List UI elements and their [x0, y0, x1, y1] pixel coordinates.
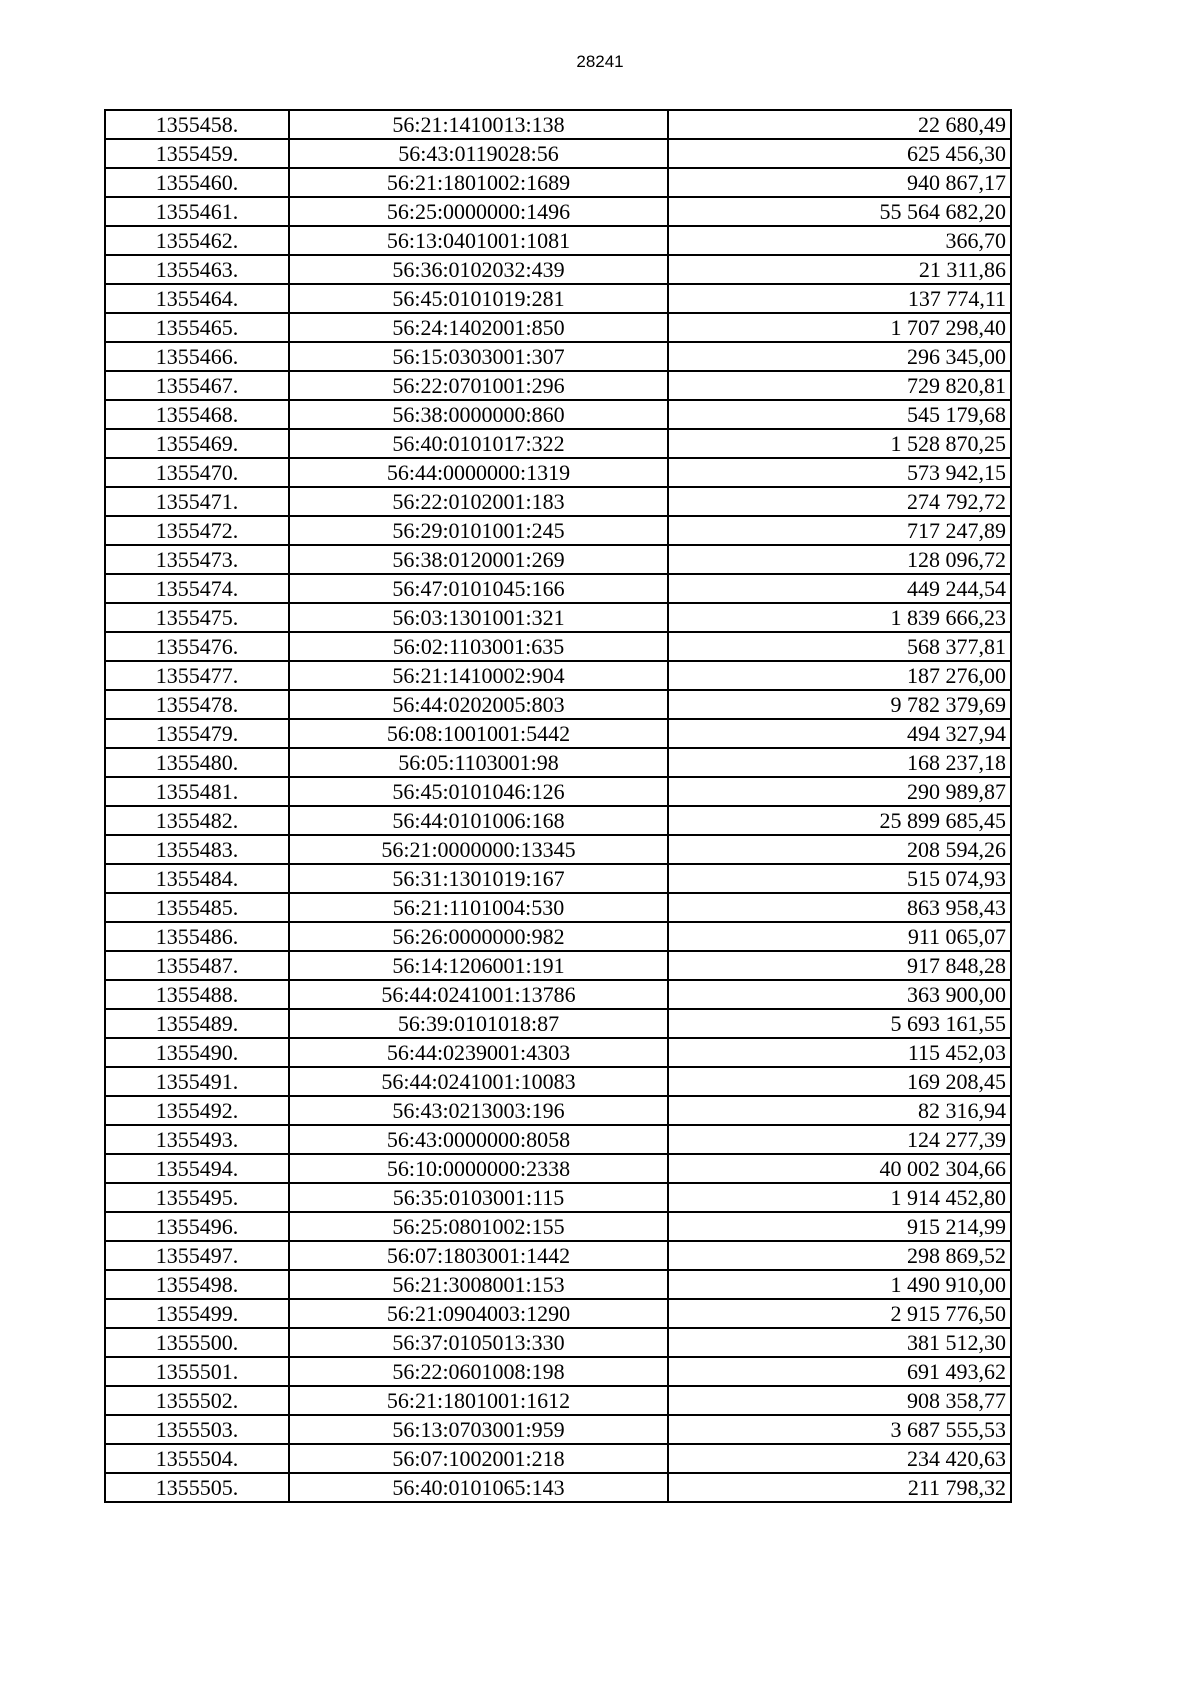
page-number: 28241 [576, 52, 624, 71]
cadastral-value-cell: 915 214,99 [668, 1212, 1011, 1241]
cadastral-number-cell: 56:43:0000000:8058 [289, 1125, 668, 1154]
row-number-cell: 1355461. [105, 197, 289, 226]
row-number-cell: 1355498. [105, 1270, 289, 1299]
cadastral-number-cell: 56:21:1410013:138 [289, 110, 668, 139]
cadastral-number-cell: 56:37:0105013:330 [289, 1328, 668, 1357]
cadastral-number-cell: 56:40:0101065:143 [289, 1473, 668, 1502]
cadastral-number-cell: 56:45:0101019:281 [289, 284, 668, 313]
cadastral-value-cell: 449 244,54 [668, 574, 1011, 603]
cadastral-number-cell: 56:21:1101004:530 [289, 893, 668, 922]
cadastral-number-cell: 56:44:0000000:1319 [289, 458, 668, 487]
table-row [105, 777, 1011, 806]
cadastral-value-cell: 5 693 161,55 [668, 1009, 1011, 1038]
cadastral-value-cell: 128 096,72 [668, 545, 1011, 574]
table-row [105, 1357, 1011, 1386]
cadastral-number-cell: 56:21:0000000:13345 [289, 835, 668, 864]
cadastral-number-cell: 56:21:1410002:904 [289, 661, 668, 690]
table-row [105, 1241, 1011, 1270]
table-row [105, 806, 1011, 835]
table-row [105, 1009, 1011, 1038]
table-row [105, 661, 1011, 690]
cadastral-number-cell: 56:38:0120001:269 [289, 545, 668, 574]
table-row [105, 1038, 1011, 1067]
table-row [105, 1067, 1011, 1096]
cadastral-value-cell: 917 848,28 [668, 951, 1011, 980]
cadastral-number-cell: 56:21:1801001:1612 [289, 1386, 668, 1415]
table-row [105, 893, 1011, 922]
table-row [105, 487, 1011, 516]
row-number-cell: 1355462. [105, 226, 289, 255]
cadastral-value-cell: 168 237,18 [668, 748, 1011, 777]
row-number-cell: 1355489. [105, 1009, 289, 1038]
row-number-cell: 1355505. [105, 1473, 289, 1502]
row-number-cell: 1355479. [105, 719, 289, 748]
cadastral-number-cell: 56:14:1206001:191 [289, 951, 668, 980]
table-row [105, 1386, 1011, 1415]
row-number-cell: 1355488. [105, 980, 289, 1009]
registry-table [104, 109, 1012, 1503]
table-row [105, 1473, 1011, 1502]
cadastral-value-cell: 290 989,87 [668, 777, 1011, 806]
cadastral-value-cell: 863 958,43 [668, 893, 1011, 922]
cadastral-value-cell: 573 942,15 [668, 458, 1011, 487]
table-row [105, 1415, 1011, 1444]
row-number-cell: 1355496. [105, 1212, 289, 1241]
cadastral-number-cell: 56:43:0119028:56 [289, 139, 668, 168]
row-number-cell: 1355499. [105, 1299, 289, 1328]
row-number-cell: 1355480. [105, 748, 289, 777]
cadastral-value-cell: 691 493,62 [668, 1357, 1011, 1386]
cadastral-value-cell: 55 564 682,20 [668, 197, 1011, 226]
cadastral-value-cell: 1 914 452,80 [668, 1183, 1011, 1212]
row-number-cell: 1355477. [105, 661, 289, 690]
cadastral-value-cell: 2 915 776,50 [668, 1299, 1011, 1328]
cadastral-value-cell: 25 899 685,45 [668, 806, 1011, 835]
table-row [105, 603, 1011, 632]
cadastral-value-cell: 1 707 298,40 [668, 313, 1011, 342]
table-row [105, 545, 1011, 574]
cadastral-value-cell: 9 782 379,69 [668, 690, 1011, 719]
table-row [105, 1328, 1011, 1357]
cadastral-number-cell: 56:10:0000000:2338 [289, 1154, 668, 1183]
cadastral-number-cell: 56:44:0101006:168 [289, 806, 668, 835]
row-number-cell: 1355494. [105, 1154, 289, 1183]
table-row [105, 574, 1011, 603]
row-number-cell: 1355474. [105, 574, 289, 603]
cadastral-number-cell: 56:44:0239001:4303 [289, 1038, 668, 1067]
row-number-cell: 1355471. [105, 487, 289, 516]
cadastral-number-cell: 56:45:0101046:126 [289, 777, 668, 806]
cadastral-number-cell: 56:40:0101017:322 [289, 429, 668, 458]
cadastral-value-cell: 366,70 [668, 226, 1011, 255]
table-row [105, 1183, 1011, 1212]
row-number-cell: 1355469. [105, 429, 289, 458]
cadastral-number-cell: 56:03:1301001:321 [289, 603, 668, 632]
cadastral-number-cell: 56:21:1801002:1689 [289, 168, 668, 197]
cadastral-number-cell: 56:38:0000000:860 [289, 400, 668, 429]
cadastral-value-cell: 40 002 304,66 [668, 1154, 1011, 1183]
row-number-cell: 1355467. [105, 371, 289, 400]
cadastral-number-cell: 56:26:0000000:982 [289, 922, 668, 951]
table-row [105, 226, 1011, 255]
cadastral-number-cell: 56:36:0102032:439 [289, 255, 668, 284]
row-number-cell: 1355458. [105, 110, 289, 139]
row-number-cell: 1355487. [105, 951, 289, 980]
row-number-cell: 1355486. [105, 922, 289, 951]
cadastral-number-cell: 56:29:0101001:245 [289, 516, 668, 545]
table-row [105, 1154, 1011, 1183]
cadastral-value-cell: 545 179,68 [668, 400, 1011, 429]
table-row [105, 922, 1011, 951]
cadastral-value-cell: 124 277,39 [668, 1125, 1011, 1154]
table-row [105, 951, 1011, 980]
table-row [105, 284, 1011, 313]
cadastral-number-cell: 56:22:0601008:198 [289, 1357, 668, 1386]
table-row [105, 835, 1011, 864]
cadastral-value-cell: 729 820,81 [668, 371, 1011, 400]
table-row [105, 458, 1011, 487]
table-row [105, 342, 1011, 371]
row-number-cell: 1355481. [105, 777, 289, 806]
cadastral-number-cell: 56:15:0303001:307 [289, 342, 668, 371]
cadastral-number-cell: 56:47:0101045:166 [289, 574, 668, 603]
cadastral-number-cell: 56:13:0401001:1081 [289, 226, 668, 255]
cadastral-number-cell: 56:39:0101018:87 [289, 1009, 668, 1038]
cadastral-number-cell: 56:02:1103001:635 [289, 632, 668, 661]
cadastral-value-cell: 381 512,30 [668, 1328, 1011, 1357]
cadastral-number-cell: 56:05:1103001:98 [289, 748, 668, 777]
cadastral-value-cell: 1 528 870,25 [668, 429, 1011, 458]
table-row [105, 690, 1011, 719]
table-row [105, 864, 1011, 893]
row-number-cell: 1355497. [105, 1241, 289, 1270]
table-row [105, 632, 1011, 661]
table-row [105, 516, 1011, 545]
cadastral-value-cell: 625 456,30 [668, 139, 1011, 168]
cadastral-number-cell: 56:22:0701001:296 [289, 371, 668, 400]
row-number-cell: 1355504. [105, 1444, 289, 1473]
row-number-cell: 1355476. [105, 632, 289, 661]
table-row [105, 255, 1011, 284]
row-number-cell: 1355473. [105, 545, 289, 574]
row-number-cell: 1355459. [105, 139, 289, 168]
row-number-cell: 1355468. [105, 400, 289, 429]
cadastral-number-cell: 56:44:0241001:13786 [289, 980, 668, 1009]
cadastral-number-cell: 56:21:0904003:1290 [289, 1299, 668, 1328]
row-number-cell: 1355501. [105, 1357, 289, 1386]
row-number-cell: 1355463. [105, 255, 289, 284]
cadastral-value-cell: 1 839 666,23 [668, 603, 1011, 632]
row-number-cell: 1355478. [105, 690, 289, 719]
table-row [105, 719, 1011, 748]
row-number-cell: 1355500. [105, 1328, 289, 1357]
cadastral-number-cell: 56:07:1803001:1442 [289, 1241, 668, 1270]
cadastral-number-cell: 56:25:0000000:1496 [289, 197, 668, 226]
cadastral-number-cell: 56:35:0103001:115 [289, 1183, 668, 1212]
table-row [105, 1125, 1011, 1154]
cadastral-value-cell: 115 452,03 [668, 1038, 1011, 1067]
row-number-cell: 1355493. [105, 1125, 289, 1154]
cadastral-value-cell: 211 798,32 [668, 1473, 1011, 1502]
cadastral-number-cell: 56:44:0202005:803 [289, 690, 668, 719]
cadastral-value-cell: 3 687 555,53 [668, 1415, 1011, 1444]
cadastral-value-cell: 21 311,86 [668, 255, 1011, 284]
table-row [105, 313, 1011, 342]
cadastral-number-cell: 56:13:0703001:959 [289, 1415, 668, 1444]
cadastral-number-cell: 56:25:0801002:155 [289, 1212, 668, 1241]
cadastral-number-cell: 56:31:1301019:167 [289, 864, 668, 893]
row-number-cell: 1355503. [105, 1415, 289, 1444]
registry-table-body [105, 110, 1011, 1502]
table-row [105, 748, 1011, 777]
cadastral-value-cell: 911 065,07 [668, 922, 1011, 951]
cadastral-value-cell: 363 900,00 [668, 980, 1011, 1009]
cadastral-value-cell: 298 869,52 [668, 1241, 1011, 1270]
cadastral-value-cell: 137 774,11 [668, 284, 1011, 313]
cadastral-number-cell: 56:24:1402001:850 [289, 313, 668, 342]
cadastral-number-cell: 56:44:0241001:10083 [289, 1067, 668, 1096]
row-number-cell: 1355491. [105, 1067, 289, 1096]
cadastral-value-cell: 717 247,89 [668, 516, 1011, 545]
row-number-cell: 1355490. [105, 1038, 289, 1067]
row-number-cell: 1355495. [105, 1183, 289, 1212]
row-number-cell: 1355483. [105, 835, 289, 864]
table-row [105, 400, 1011, 429]
row-number-cell: 1355482. [105, 806, 289, 835]
row-number-cell: 1355492. [105, 1096, 289, 1125]
row-number-cell: 1355475. [105, 603, 289, 632]
cadastral-value-cell: 234 420,63 [668, 1444, 1011, 1473]
cadastral-number-cell: 56:43:0213003:196 [289, 1096, 668, 1125]
cadastral-value-cell: 187 276,00 [668, 661, 1011, 690]
cadastral-value-cell: 1 490 910,00 [668, 1270, 1011, 1299]
row-number-cell: 1355485. [105, 893, 289, 922]
row-number-cell: 1355502. [105, 1386, 289, 1415]
table-row [105, 197, 1011, 226]
table-row [105, 980, 1011, 1009]
cadastral-value-cell: 515 074,93 [668, 864, 1011, 893]
cadastral-number-cell: 56:07:1002001:218 [289, 1444, 668, 1473]
table-row [105, 168, 1011, 197]
cadastral-value-cell: 22 680,49 [668, 110, 1011, 139]
cadastral-value-cell: 169 208,45 [668, 1067, 1011, 1096]
cadastral-value-cell: 908 358,77 [668, 1386, 1011, 1415]
table-row [105, 1444, 1011, 1473]
row-number-cell: 1355472. [105, 516, 289, 545]
cadastral-value-cell: 82 316,94 [668, 1096, 1011, 1125]
table-row [105, 1212, 1011, 1241]
table-row [105, 429, 1011, 458]
cadastral-value-cell: 296 345,00 [668, 342, 1011, 371]
cadastral-number-cell: 56:21:3008001:153 [289, 1270, 668, 1299]
row-number-cell: 1355460. [105, 168, 289, 197]
row-number-cell: 1355465. [105, 313, 289, 342]
row-number-cell: 1355470. [105, 458, 289, 487]
cadastral-value-cell: 208 594,26 [668, 835, 1011, 864]
table-row [105, 139, 1011, 168]
row-number-cell: 1355484. [105, 864, 289, 893]
cadastral-value-cell: 940 867,17 [668, 168, 1011, 197]
row-number-cell: 1355466. [105, 342, 289, 371]
cadastral-value-cell: 568 377,81 [668, 632, 1011, 661]
table-row [105, 1096, 1011, 1125]
cadastral-number-cell: 56:22:0102001:183 [289, 487, 668, 516]
cadastral-number-cell: 56:08:1001001:5442 [289, 719, 668, 748]
cadastral-value-cell: 494 327,94 [668, 719, 1011, 748]
row-number-cell: 1355464. [105, 284, 289, 313]
table-row [105, 371, 1011, 400]
cadastral-value-cell: 274 792,72 [668, 487, 1011, 516]
table-row [105, 1299, 1011, 1328]
table-row [105, 110, 1011, 139]
table-row [105, 1270, 1011, 1299]
